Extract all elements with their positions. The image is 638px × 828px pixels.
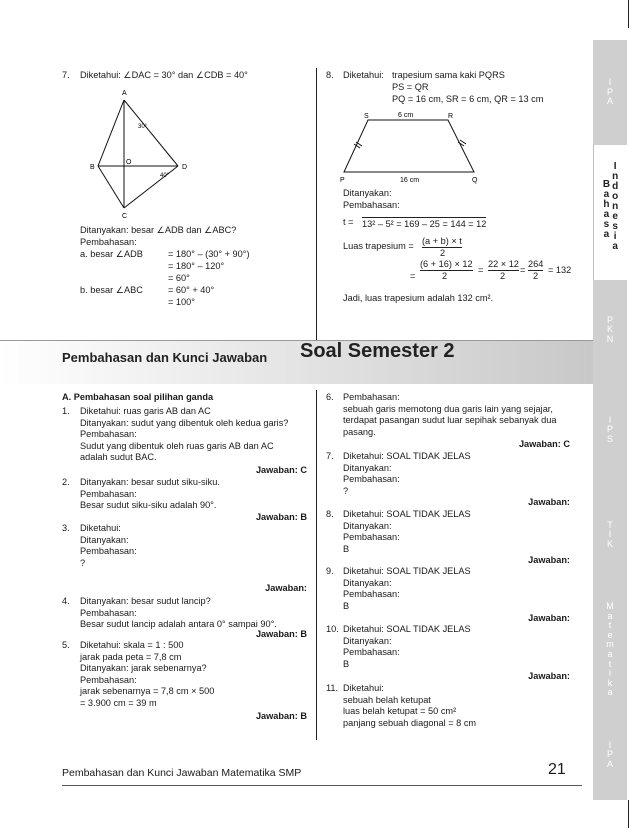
answer-line: ? <box>343 485 349 496</box>
angle-40-label: 40° <box>160 173 170 179</box>
tab-letter: i <box>609 668 611 679</box>
question-number: 9. <box>326 566 334 576</box>
answer-line: panjang sebuah diagonal = 8 cm <box>343 717 477 728</box>
answer-key: Jawaban: <box>528 671 570 681</box>
tab-letter: I <box>608 414 612 425</box>
q8-number: 8. <box>326 70 334 80</box>
tab-letter: a <box>603 228 610 240</box>
kite-figure <box>86 86 206 221</box>
footer-text: Pembahasan dan Kunci Jawaban Matematika SMP <box>62 767 302 779</box>
question-number: 3. <box>62 523 70 533</box>
answer-line: Ditanyakan: jarak sebenarnya? <box>80 663 207 673</box>
answer-line: Pembahasan: <box>343 532 400 542</box>
q7-number: 7. <box>62 70 70 80</box>
answer-key: Jawaban: <box>265 583 307 593</box>
answer-key: Jawaban: <box>528 613 570 623</box>
answer-line: jarak pada peta = 7,8 cm <box>80 651 182 662</box>
q8-known-line: trapesium sama kaki PQRS <box>392 70 505 80</box>
answer-key: Jawaban: C <box>255 465 307 475</box>
tab-matematika[interactable] <box>593 590 627 710</box>
tab-letter: I <box>613 160 617 172</box>
answer-line: Diketahui: ruas garis AB dan AC <box>80 406 211 416</box>
q8-calc-denominator: 2 <box>500 271 506 281</box>
q8-t-expression: 13² – 5² = 169 – 25 = 144 = 12 <box>362 219 487 229</box>
q7-a-line: = 180° – (30° + 90°) <box>168 249 250 259</box>
answer-key: Jawaban: C <box>518 439 570 449</box>
angle-30-label: 30° <box>138 124 148 130</box>
answer-line: Pembahasan: <box>80 429 137 439</box>
vertex-b-label: B <box>90 164 95 171</box>
answer-line: Diketahui: SOAL TIDAK JELAS <box>343 451 471 461</box>
answer-line: Sudut yang dibentuk oleh ruas garis AB dan AC <box>80 440 274 451</box>
q8-conclusion: Jadi, luas trapesium adalah 132 cm². <box>343 293 494 303</box>
tab-ipa[interactable] <box>593 40 627 145</box>
tab-letter: K <box>606 324 613 335</box>
q8-discussion: Pembahasan: <box>343 200 400 210</box>
tab-ips[interactable] <box>593 380 627 480</box>
question-number: 2. <box>62 477 70 487</box>
answer-line: Pembahasan: <box>80 488 137 499</box>
q8-calc-numerator: (6 + 16) × 12 <box>420 259 473 271</box>
answer-line: Ditanyakan: <box>80 534 129 545</box>
page-number: 21 <box>548 761 566 778</box>
answer-line: Ditanyakan: <box>343 635 392 646</box>
answer-line: jarak sebenarnya = 7,8 cm × 500 <box>80 686 215 696</box>
answer-line: B <box>343 600 350 611</box>
answer-line: Pembahasan: <box>80 546 137 556</box>
answer-line: Ditanyakan: besar sudut siku-siku. <box>80 477 220 487</box>
question-number: 4. <box>62 596 70 606</box>
answer-key: Jawaban: <box>528 497 570 507</box>
answer-line: Ditanyakan: <box>343 520 392 531</box>
question-number: 10. <box>326 624 339 634</box>
answer-line: pasang. <box>343 426 376 437</box>
vertex-r-label: R <box>448 113 454 120</box>
answer-line: luas belah ketupat = 50 cm² <box>343 706 457 716</box>
q8-calc-numerator: 22 × 12 <box>488 259 519 271</box>
answer-line: Besar sudut siku-siku adalah 90°. <box>80 500 217 510</box>
tab-letter: t <box>608 658 612 669</box>
tab-letter: B <box>602 178 611 190</box>
column-divider <box>316 68 317 340</box>
answer-line: Ditanyakan: <box>343 462 392 473</box>
tab-letter: n <box>612 200 619 212</box>
question-number: 11. <box>326 683 339 693</box>
part-a-heading: A. Pembahasan soal pilihan ganda <box>62 392 214 402</box>
answer-key: Jawaban: B <box>255 711 307 721</box>
q8-calc-eq: = <box>478 265 484 275</box>
tab-letter: e <box>607 629 613 640</box>
tab-letter: I <box>608 739 612 750</box>
question-number: 1. <box>62 406 70 416</box>
tab-letter: M <box>606 601 614 612</box>
answer-line: Besar sudut lancip adalah antara 0° sampai 90°. <box>80 619 277 629</box>
answer-line: Pembahasan: <box>80 607 137 618</box>
tab-letter: n <box>612 170 619 182</box>
vertex-c-label: C <box>122 213 128 220</box>
question-number: 6. <box>326 392 334 402</box>
crop-mark <box>628 0 629 28</box>
vertex-s-label: S <box>364 113 369 120</box>
question-number: 8. <box>326 509 334 519</box>
answer-line: sebuah belah ketupat <box>343 694 431 705</box>
tab-letter: S <box>606 433 613 444</box>
q7-b-line: = 60° + 40° <box>168 285 215 295</box>
tab-letter: P <box>606 86 613 97</box>
answer-line: Ditanyakan: sudut yang dibentuk oleh kedua garis? <box>80 417 289 428</box>
column-divider <box>316 390 317 740</box>
answer-line: Ditanyakan: besar sudut lancip? <box>80 596 211 606</box>
q8-known-line: PQ = 16 cm, SR = 6 cm, QR = 13 cm <box>392 94 544 104</box>
q7-discussion: Pembahasan: <box>80 237 137 247</box>
q8-known-line: PS = QR <box>392 82 429 92</box>
footer-rule <box>62 785 582 786</box>
tab-letter: h <box>603 198 610 210</box>
answer-line: B <box>343 658 350 669</box>
tab-letter: e <box>612 210 618 222</box>
answer-key: Jawaban: B <box>255 629 307 639</box>
tab-letter: P <box>606 749 613 760</box>
tab-letter: P <box>606 424 613 435</box>
answer-line: ? <box>80 557 86 568</box>
vertex-a-label: A <box>122 90 127 97</box>
tab-letter: P <box>606 314 613 325</box>
tab-letter: T <box>607 519 613 530</box>
tab-letter: o <box>612 190 619 202</box>
tab-letter: a <box>607 610 613 621</box>
subject-tabs <box>593 40 627 800</box>
tab-letter: A <box>606 96 613 107</box>
answer-line: Pembahasan: <box>343 647 400 657</box>
tab-letter: d <box>612 180 619 192</box>
q8-asked: Ditanyakan: <box>343 188 392 198</box>
tab-letter: s <box>612 220 618 232</box>
tab-letter: a <box>612 240 618 252</box>
answer-line: Pembahasan: <box>343 392 400 402</box>
q8-area-numerator: (a + b) × t <box>422 236 462 248</box>
tab-ipa-2[interactable] <box>593 710 627 800</box>
q7-a-line: = 60° <box>168 273 190 283</box>
question-number: 5. <box>62 640 70 650</box>
answer-line: adalah sudut BAC. <box>80 452 157 462</box>
answer-line: Pembahasan: <box>343 474 400 484</box>
q7-b-line: = 100° <box>168 297 195 307</box>
answer-line: Ditanyakan: <box>343 577 392 588</box>
tab-letter: a <box>607 649 613 659</box>
tab-tik[interactable] <box>593 480 627 590</box>
top-length-label: 6 cm <box>398 112 414 119</box>
vertex-q-label: Q <box>472 177 478 184</box>
tab-letter: A <box>606 758 613 769</box>
tab-letter: m <box>606 639 614 650</box>
answer-line: Diketahui: skala = 1 : 500 <box>80 640 184 650</box>
crop-mark <box>628 800 629 828</box>
section-title: Pembahasan dan Kunci Jawaban <box>62 350 268 365</box>
q8-calc-result: = 132 <box>548 265 572 275</box>
q8-calc-denominator: 2 <box>442 271 448 281</box>
q8-eq: = <box>410 271 416 281</box>
tab-bahasa-indonesia[interactable] <box>593 145 627 280</box>
q8-calc-eq: = <box>520 265 526 275</box>
vertex-d-label: D <box>182 164 188 171</box>
q7-b-label: b. besar ∠ABC <box>80 285 143 295</box>
q7-a-label: a. besar ∠ADB <box>80 249 143 259</box>
vertex-p-label: P <box>340 177 345 184</box>
answer-line: Diketahui: <box>343 683 384 693</box>
tab-letter: a <box>603 208 610 220</box>
tab-letter: I <box>608 529 612 540</box>
q7-asked: Ditanyakan: besar ∠ADB dan ∠ABC? <box>80 225 237 235</box>
bottom-length-label: 16 cm <box>400 177 420 184</box>
tab-letter: i <box>613 230 617 242</box>
tab-letter: a <box>607 687 613 698</box>
center-o-label: O <box>126 159 132 166</box>
tab-letter: K <box>606 538 613 549</box>
answer-line: sebuah garis memotong dua garis lain yang sejajar, <box>343 403 553 414</box>
answer-key: Jawaban: <box>528 555 570 565</box>
answer-line: Diketahui: SOAL TIDAK JELAS <box>343 566 471 576</box>
q8-area-denominator: 2 <box>440 248 446 258</box>
q8-known-label: Diketahui: <box>343 70 384 80</box>
question-number: 7. <box>326 451 334 461</box>
q8-calc-denominator: 2 <box>533 271 539 281</box>
answer-line: Diketahui: <box>80 523 121 533</box>
tab-letter: a <box>603 188 610 200</box>
answer-line: Pembahasan: <box>80 674 137 685</box>
tab-letter: k <box>607 677 613 688</box>
tab-letter: t <box>608 620 612 631</box>
tab-pkn[interactable] <box>593 280 627 380</box>
q7-a-line: = 180° – 120° <box>168 261 225 271</box>
q7-known: Diketahui: ∠DAC = 30° dan ∠CDB = 40° <box>80 70 248 80</box>
tab-letter: I <box>608 77 612 88</box>
answer-line: Diketahui: SOAL TIDAK JELAS <box>343 624 471 634</box>
q8-calc-numerator: 264 <box>528 259 543 271</box>
tab-letter: N <box>606 333 614 344</box>
answer-key: Jawaban: B <box>255 512 307 522</box>
answer-line: Pembahasan: <box>343 589 400 599</box>
q8-t-prefix: t = <box>343 217 354 227</box>
trapezoid-figure <box>340 106 490 186</box>
section-big-title: Soal Semester 2 <box>300 340 455 362</box>
tab-letter: s <box>603 218 610 230</box>
answer-line: Diketahui: SOAL TIDAK JELAS <box>343 509 471 519</box>
answer-line: = 3.900 cm = 39 m <box>80 697 157 708</box>
answer-line: B <box>343 543 350 554</box>
answer-line: terdapat pasangan sudut luar sepihak sebanyak dua <box>343 415 557 425</box>
q8-area-label: Luas trapesium = <box>343 241 414 251</box>
